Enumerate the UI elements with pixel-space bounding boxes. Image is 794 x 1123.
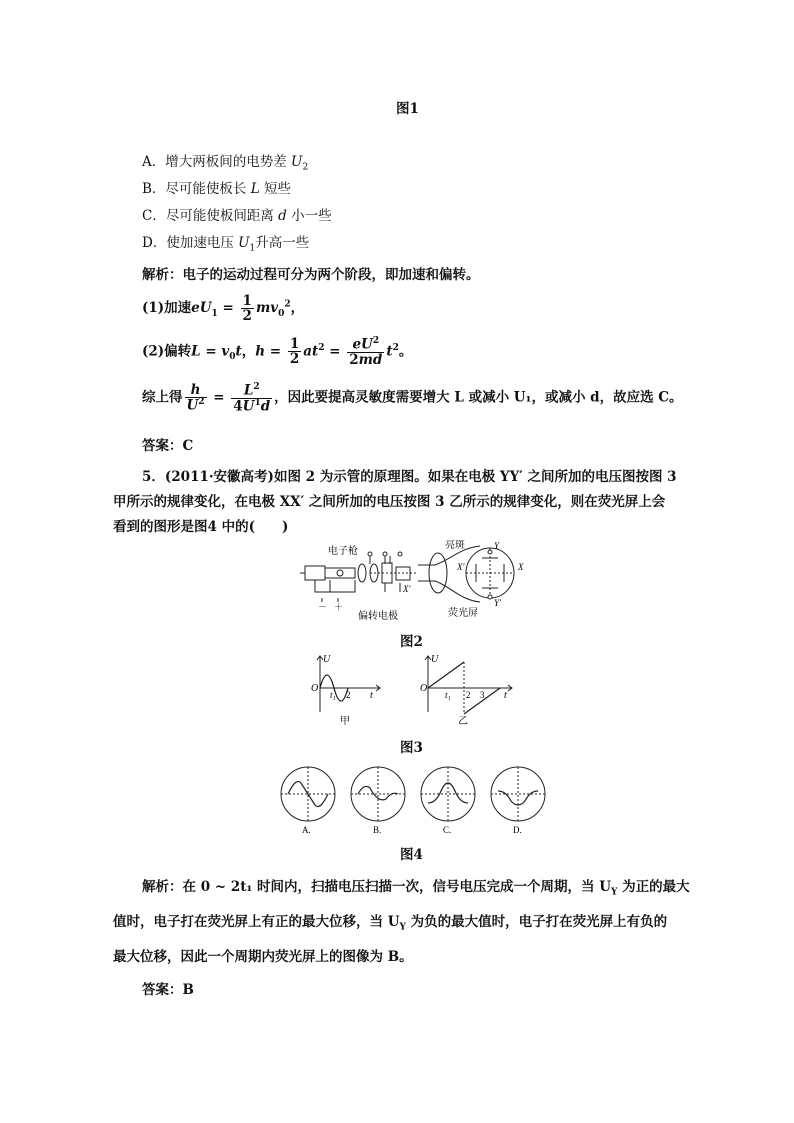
option-letter: D． bbox=[142, 235, 167, 251]
option-text: 尽可能使板长 bbox=[165, 181, 247, 197]
option-tail: 小一些 bbox=[291, 208, 332, 224]
analysis-intro: 解析：电子的运动过程可分为两个阶段，即加速和偏转。 bbox=[142, 267, 480, 283]
analysis2-line3: 最大位移，因此一个周期内荧光屏上的图像为 B。 bbox=[113, 949, 413, 965]
option-letter: B． bbox=[142, 181, 166, 197]
fig4-caption: 图4 bbox=[400, 847, 423, 863]
axis-u: U bbox=[323, 654, 331, 665]
analysis2-text: 为负的最大值时，电子打在荧光屏上有负的 bbox=[405, 914, 668, 930]
label-yi: 乙 bbox=[458, 716, 468, 727]
label-spot: 亮斑 bbox=[445, 540, 465, 551]
tick-t1: t₁ bbox=[330, 690, 336, 700]
option-var: U bbox=[291, 154, 303, 170]
analysis2-tail: 为正的最大 bbox=[617, 879, 690, 895]
fig3-left bbox=[308, 652, 388, 727]
label-a: A. bbox=[302, 825, 311, 835]
label-deflect: 偏转电极 bbox=[358, 611, 398, 622]
step2-label: (2)偏转 bbox=[142, 343, 192, 360]
option-var: d bbox=[278, 208, 287, 224]
option-c bbox=[142, 204, 332, 224]
option-d bbox=[142, 231, 309, 254]
step1-label: (1)加速 bbox=[142, 300, 192, 317]
axis-u: U bbox=[431, 654, 439, 665]
q5-line3: 看到的图形是图4 中的( ) bbox=[113, 519, 289, 535]
q5-line2: 甲所示的规律变化，在电极 XX′ 之间所加的电压按图 3 乙所示的规律变化，则在荧光屏上会 bbox=[113, 494, 666, 510]
label-Y: Y bbox=[494, 541, 500, 551]
option-var: U bbox=[238, 235, 250, 251]
option-letter: C． bbox=[142, 208, 166, 224]
tick-3: 3 bbox=[480, 690, 485, 700]
option-text: 增大两板间的电势差 bbox=[165, 154, 287, 170]
option-b bbox=[142, 177, 291, 197]
option-var: L bbox=[250, 181, 260, 197]
fig4-options bbox=[278, 763, 548, 835]
analysis2-line1 bbox=[142, 875, 690, 898]
fig3-caption: 图3 bbox=[400, 740, 423, 756]
option-sub: 1 bbox=[249, 243, 256, 254]
analysis-summary: 综上得 $\frac{h}{U^2}$ = $\frac{L^2}{4U^1d}$ ，因此要提高灵敏度需要增大 L 或减小 U₁，或减小 d，故应选 C。 bbox=[142, 382, 683, 415]
label-screen: 荧光屏 bbox=[448, 608, 478, 619]
option-tail: 升高一些 bbox=[255, 235, 310, 251]
sub-y: Y bbox=[611, 887, 618, 898]
axis-t: t bbox=[370, 690, 373, 701]
origin: O bbox=[311, 683, 319, 694]
analysis2-text: 值时，电子打在荧光屏上有正的最大位移，当 U bbox=[113, 914, 400, 930]
label-c: C. bbox=[443, 825, 452, 835]
option-a bbox=[142, 150, 308, 173]
label-minus: － bbox=[318, 602, 328, 612]
tick-2: 2 bbox=[346, 690, 351, 700]
analysis-step2: (2)偏转$L = v_0t$，h = $\frac{1}{2}$ $at^2$ = $\frac{eU^2}{2md}$ $t^2$。 bbox=[142, 336, 413, 368]
label-Xp: X′ bbox=[457, 562, 465, 572]
label-plus: ＋ bbox=[334, 602, 344, 612]
tick-2: 2 bbox=[466, 690, 471, 700]
origin: O bbox=[420, 683, 428, 694]
tick-t1: t₁ bbox=[445, 690, 451, 700]
summary-text: ，因此要提高灵敏度需要增大 L 或减小 U₁，或减小 d，故应选 C。 bbox=[274, 389, 683, 406]
option-letter: A． bbox=[142, 154, 166, 170]
label-gun: 电子枪 bbox=[328, 546, 358, 557]
label-b: B. bbox=[373, 825, 382, 835]
label-d: D. bbox=[513, 825, 522, 835]
fig2-diagram bbox=[300, 540, 530, 625]
option-sub: 2 bbox=[302, 162, 309, 173]
answer-1: 答案：C bbox=[142, 438, 194, 454]
option-tail: 短些 bbox=[263, 181, 291, 197]
fig3-right bbox=[420, 652, 520, 727]
option-text: 尽可能使板间距离 bbox=[165, 208, 274, 224]
label-X: X bbox=[518, 562, 524, 572]
answer-2: 答案：B bbox=[142, 982, 194, 998]
label-Yp: Y′ bbox=[494, 598, 501, 608]
option-text: 使加速电压 bbox=[166, 235, 234, 251]
q5-line1: 5．(2011·安徽高考)如图 2 为示管的原理图。如果在电极 YY′ 之间所加的电压图按图 3 bbox=[142, 469, 677, 485]
fig1-caption: 图1 bbox=[396, 101, 419, 117]
summary-prefix: 综上得 bbox=[142, 389, 183, 406]
sub-y: Y bbox=[399, 922, 406, 933]
label-xp-inner: X′ bbox=[403, 584, 411, 594]
analysis2-text: 解析：在 0 ~ 2t₁ 时间内，扫描电压扫描一次，信号电压完成一个周期，当 U bbox=[142, 879, 612, 895]
label-jia: 甲 bbox=[340, 716, 350, 727]
axis-t: t bbox=[504, 690, 507, 701]
fig2-caption: 图2 bbox=[400, 634, 423, 650]
analysis2-line2 bbox=[113, 910, 667, 933]
analysis-step1: (1)加速$eU_1$ = $\frac{1}{2}$ $mv_0^2$， bbox=[142, 293, 305, 325]
